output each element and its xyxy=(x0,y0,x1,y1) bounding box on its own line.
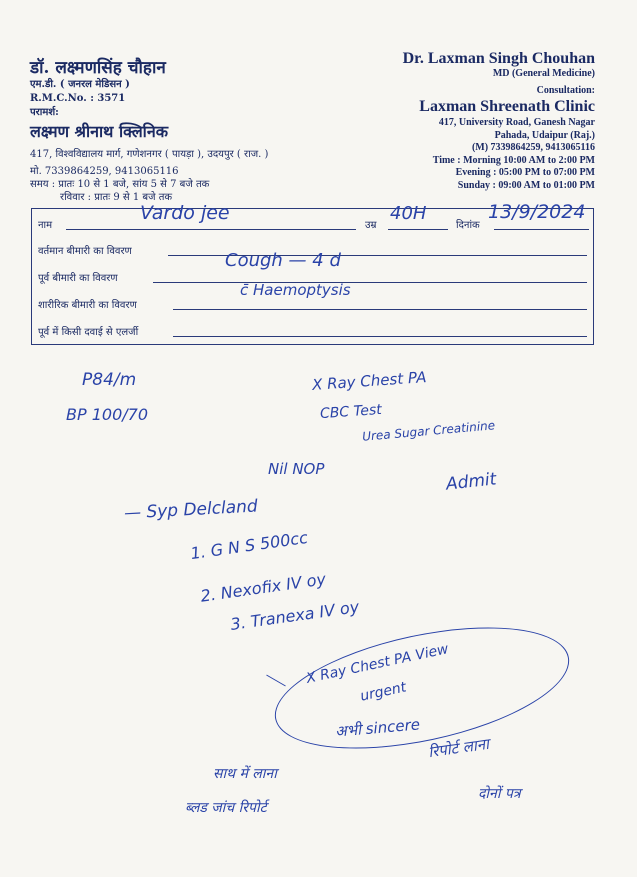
past-illness-value: Cough — 4 d xyxy=(225,250,341,271)
age-label: उम्र xyxy=(365,220,377,231)
cbc-note: CBC Test xyxy=(319,401,383,423)
patient-name-value: Vardo jee xyxy=(140,202,230,224)
timing-hindi: समय : प्रातः 10 से 1 बजे, सांय 5 से 7 बजे तक xyxy=(30,179,210,190)
arrow-mark xyxy=(266,675,286,687)
medicine-3: 3. Tranexa IV oy xyxy=(229,597,361,634)
medicine-1: 1. G N S 500cc xyxy=(189,527,310,564)
sunday-hindi: रविवार : प्रातः 9 से 1 बजे तक xyxy=(60,192,173,203)
consult-label-english: Consultation: xyxy=(536,84,595,96)
patient-form xyxy=(31,208,594,345)
bottom-note-2: ब्लड जांच रिपोर्ट xyxy=(185,800,267,816)
medicine-2: 2. Nexofix IV oy xyxy=(199,569,328,606)
doctor-name-hindi: डॉ. लक्ष्मणसिंह चौहान xyxy=(30,58,166,78)
time-evening: Evening : 05:00 PM to 07:00 PM xyxy=(455,167,595,178)
clinic-name-hindi: लक्ष्मण श्रीनाथ क्लिनिक xyxy=(30,122,168,141)
bp-note: BP 100/70 xyxy=(66,405,148,424)
current-illness-label: वर्तमान बीमारी का विवरण xyxy=(38,246,132,257)
circled-xray: X Ray Chest PA View xyxy=(304,641,450,687)
consult-label-hindi: परामर्श: xyxy=(30,107,59,118)
patient-age-value: 40H xyxy=(390,203,427,224)
visit-date-value: 13/9/2024 xyxy=(488,201,586,223)
urea-note: Urea Sugar Creatinine xyxy=(361,418,496,444)
circled-urgent: urgent xyxy=(358,679,408,705)
rmc-number: R.M.C.No. : 3571 xyxy=(30,93,126,104)
bottom-note-4: दोनों पत्र xyxy=(478,786,521,802)
time-morning: Time : Morning 10:00 AM to 2:00 PM xyxy=(432,154,595,166)
pulse-note: P84/m xyxy=(82,370,137,390)
address-line2: Pahada, Udaipur (Raj.) xyxy=(494,129,595,141)
bottom-note-1: साथ में लाना xyxy=(213,766,277,782)
address-line1: 417, University Road, Ganesh Nagar xyxy=(438,117,595,128)
clinic-name-english: Laxman Shreenath Clinic xyxy=(419,98,595,115)
admit-note: Admit xyxy=(445,469,498,495)
mobile-hindi: मो. 7339864259, 9413065116 xyxy=(30,166,179,177)
circled-instruction xyxy=(264,605,579,771)
address-hindi: 417, विश्वविद्यालय मार्ग, गणेशनगर ( पायड़ा ), उदयपुर ( राज. ) xyxy=(30,149,269,160)
name-label: नाम xyxy=(38,220,53,231)
signature-note: अभी sincere xyxy=(334,715,421,741)
doctor-degree-hindi: एम.डी. ( जनरल मेडिसन ) xyxy=(30,79,130,90)
doctor-degree-english: MD (General Medicine) xyxy=(492,68,595,79)
doctor-name-english: Dr. Laxman Singh Chouhan xyxy=(402,50,595,67)
header-hindi xyxy=(30,58,330,204)
physical-value: c̄ Haemoptysis xyxy=(240,281,351,299)
mobile-english: (M) 7339864259, 9413065116 xyxy=(471,142,595,153)
physical-label: शारीरिक बीमारी का विवरण xyxy=(38,300,137,311)
allergy-row xyxy=(38,320,587,340)
time-sunday: Sunday : 09:00 AM to 01:00 PM xyxy=(457,179,595,191)
header-english xyxy=(295,50,595,192)
bottom-note-3: रिपोर्ट लाना xyxy=(427,734,490,762)
syrup-note: — Syp Delcland xyxy=(123,496,259,524)
nil-note: Nil NOP xyxy=(268,460,325,478)
date-label: दिनांक xyxy=(456,220,480,231)
past-illness-label: पूर्व बीमारी का विवरण xyxy=(38,273,118,284)
xray-note: X Ray Chest PA xyxy=(311,368,428,394)
allergy-label: पूर्व में किसी दवाई से एलर्जी xyxy=(38,327,139,338)
